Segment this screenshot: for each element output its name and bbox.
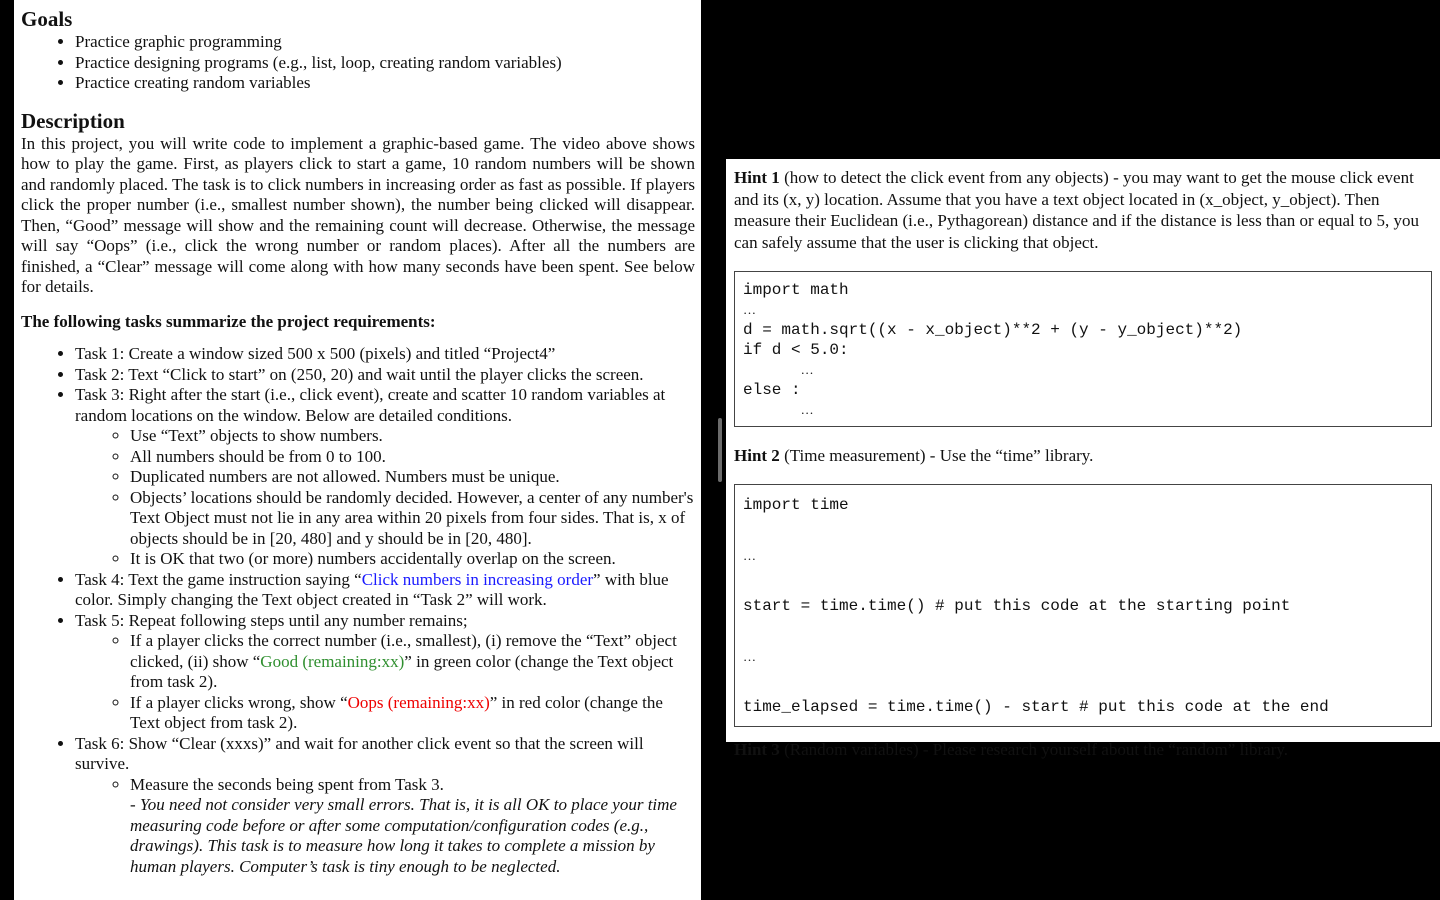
code-ellipsis: … <box>800 362 814 377</box>
assignment-document-pane <box>14 0 701 900</box>
hint-2-label: Hint 2 <box>734 446 780 465</box>
task-5-step-wrong <box>130 693 695 734</box>
hint-3-label: Hint 3 <box>734 739 780 759</box>
hint-1-label: Hint 1 <box>734 168 780 187</box>
task-4-text-end: ” with blue color. Simply changing the Text object created in “Task 2” will work. <box>75 569 669 609</box>
task-2: • Task 2: Text “Click to start” on (250, 20) and wait until the player clicks the screen. <box>75 365 695 386</box>
code-line: else : <box>743 381 801 399</box>
hint-3-text: (Random variables) - Please research yourself about the “random” library. <box>779 739 1289 759</box>
hint-2 <box>734 445 1432 467</box>
task-5-text: Task 5: Repeat following steps until any number remains; <box>75 610 468 630</box>
pane-resize-handle[interactable] <box>718 418 722 482</box>
task-4-blue-text: Click numbers in increasing order <box>361 569 594 589</box>
code-line: d = math.sqrt((x - x_object)**2 + (y - y_object)**2) <box>743 321 1243 339</box>
code-ellipsis: … <box>743 547 756 563</box>
code-ellipsis: … <box>800 402 814 417</box>
goals-list <box>21 32 695 94</box>
task-3-conditions <box>75 426 695 570</box>
goal-item: • Practice designing programs (e.g., list, loop, creating random variables) <box>75 53 695 74</box>
code-block-math <box>734 271 1432 427</box>
task-4 <box>75 570 695 611</box>
task-5-steps <box>75 631 695 734</box>
hint-1 <box>734 167 1432 253</box>
code-line: start = time.time() # put this code at the starting point <box>743 596 1291 615</box>
oops-message-text: Oops (remaining:xx) <box>347 692 490 712</box>
task-3 <box>75 385 695 570</box>
step-text-end: ” in green color (change the Text object from task 2). <box>130 651 674 691</box>
description-text: In this project, you will write code to implement a graphic-based game. The video above shows how to play the game. First, as players click to start a game, 10 random numbers will be shown and randomly placed. The task is to click numbers in increasing order as fast as possible. If players click the proper number (i.e., smallest number shown), the number being clicked will disappear. Then, “Good” message will show and the remaining count will decrease. Otherwise, the message will say “Oops” (i.e., click the wrong number or random places). After all the numbers are finished, a “Clear” message will come along with how many seconds have been spent. See below for details. <box>21 133 695 296</box>
task-5 <box>75 611 695 734</box>
task-6-text: Task 6: Show “Clear (xxxs)” and wait for another click event so that the screen will survive. <box>75 733 644 773</box>
code-block-time <box>734 484 1432 727</box>
task-4-text: Task 4: Text the game instruction saying “ <box>75 569 362 589</box>
task-3-condition: ◦ It is OK that two (or more) numbers accidentally overlap on the screen. <box>130 549 695 570</box>
task-6 <box>75 734 695 878</box>
task-3-condition: ◦ Duplicated numbers are not allowed. Numbers must be unique. <box>130 467 695 488</box>
task-6-detail-text: Measure the seconds being spent from Task 3. <box>130 774 444 794</box>
hints-pane <box>726 159 1440 759</box>
step-text: If a player clicks the correct number (i.e., smallest), (i) remove the “Text” object clicked, (ii) show “ <box>130 631 677 671</box>
goal-item: • Practice creating random variables <box>75 73 695 94</box>
description-heading: Description <box>21 108 125 133</box>
code-ellipsis: … <box>743 648 756 664</box>
goal-item: • Practice graphic programming <box>75 32 695 53</box>
code-line: if d < 5.0: <box>743 341 849 359</box>
code-line: import time <box>743 495 849 514</box>
code-line: time_elapsed = time.time() - start # put this code at the end <box>743 697 1329 716</box>
task-6-detail <box>130 775 695 878</box>
requirements-heading: The following tasks summarize the project requirements: <box>21 311 436 331</box>
task-3-condition: ◦ Use “Text” objects to show numbers. <box>130 426 695 447</box>
hint-2-text: (Time measurement) - Use the “time” library. <box>779 446 1094 465</box>
task-1: • Task 1: Create a window sized 500 x 500 (pixels) and titled “Project4” <box>75 344 695 365</box>
task-6-note: - You need not consider very small errors. That is, it is all OK to place your time measuring code before or after some computation/configuration codes (e.g., drawings). This task is to measure how long it takes to complete a mission by human players. Computer’s task is tiny enough to be neglected. <box>130 795 677 876</box>
code-ellipsis: … <box>743 302 756 317</box>
step-text-end: ” in red color (change the Text object from task 2). <box>130 692 663 732</box>
step-text: If a player clicks wrong, show “ <box>130 692 348 712</box>
code-line: import math <box>743 281 849 299</box>
task-list <box>21 344 695 877</box>
task-6-details <box>75 775 695 878</box>
task-3-text: Task 3: Right after the start (i.e., click event), create and scatter 10 random variables at random locations on the window. Below are detailed conditions. <box>75 385 666 425</box>
task-3-condition: ◦ Objects’ locations should be randomly decided. However, a center of any number's Text Object must not lie in any area within 20 pixels from four sides. That is, x of objects should be in [20, 480] and y should be in [20, 480]. <box>130 488 695 550</box>
good-message-text: Good (remaining:xx) <box>260 651 405 671</box>
hint-1-text: (how to detect the click event from any objects) - you may want to get the mouse click event and its (x, y) location. Assume that you have a text object located in (x_object, y_object). Then measure their Euclidean (i.e., Pythagorean) distance and if the distance is less than or equal to 5, you can safely assume that the user is clicking that object. <box>734 168 1419 252</box>
task-3-condition: ◦ All numbers should be from 0 to 100. <box>130 447 695 468</box>
task-5-step-correct <box>130 631 695 693</box>
goals-heading: Goals <box>21 7 73 31</box>
hint-3 <box>734 739 1432 761</box>
